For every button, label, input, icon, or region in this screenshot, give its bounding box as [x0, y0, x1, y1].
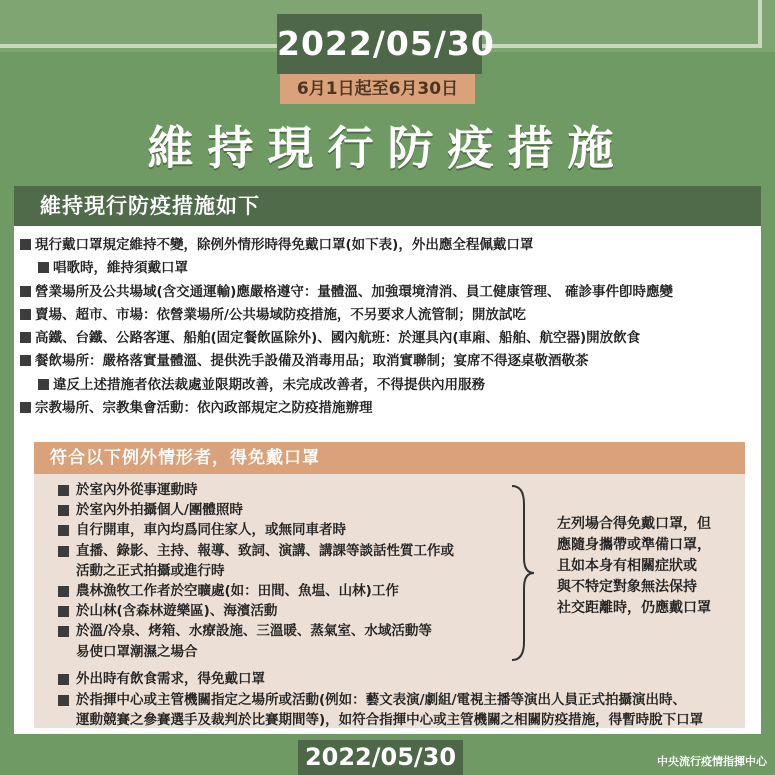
exception-item-continued [58, 561, 508, 581]
square-bullet-icon [58, 525, 69, 536]
exception-text: 直播、錄影、主持、報導、致詞、演講、講課等談話性質工作或 [76, 542, 454, 559]
exception-item-continued [58, 642, 508, 662]
exceptions-heading: 符合以下例外情形者，得免戴口罩 [34, 442, 745, 474]
brace-icon [508, 484, 538, 662]
measure-item [20, 327, 755, 350]
exception-text: 自行開車，車內均爲同住家人，或無同車者時 [76, 522, 346, 539]
measure-item [20, 304, 755, 327]
page-title: 維持現行防疫措施 [147, 121, 628, 175]
measure-text: 高鐵、台鐵、公路客運、船舶(固定餐飲區除外)、國內航班：於運具內(車廂、船舶、航空器)開放飲食 [35, 330, 641, 347]
exception-item [58, 520, 508, 540]
exception-item [58, 480, 508, 500]
square-bullet-icon [58, 626, 69, 637]
square-bullet-icon [58, 606, 69, 617]
exception-item [58, 500, 508, 520]
measure-item [20, 374, 755, 397]
square-bullet-icon [20, 355, 31, 366]
square-bullet-icon [58, 546, 69, 557]
measure-text: 營業場所及公共場域(含交通運輸)應嚴格遵守：量體溫、加強環境清消、員工健康管理、 確診事件卽時應變 [35, 283, 674, 300]
measure-item [20, 281, 755, 304]
exception-text: 活動之正式拍攝或進行時 [76, 562, 225, 579]
extra-exceptions-list [58, 669, 748, 731]
square-bullet-icon [20, 402, 31, 413]
measure-text: 唱歌時，維持須戴口罩 [53, 260, 188, 277]
measure-text: 賣場、超市、市場：依營業場所/公共場域防疫措施，不另要求人流管制；開放試吃 [35, 306, 526, 323]
measure-item [20, 397, 755, 420]
measure-text: 違反上述措施者依法裁處並限期改善，未完成改善者，不得提供內用服務 [53, 376, 485, 393]
exception-text: 於山林(含森林遊樂區)、海濱活動 [76, 603, 278, 620]
note-line: 左列場合得免戴口罩，但 [557, 516, 711, 532]
square-bullet-icon [58, 674, 69, 685]
measure-text: 現行戴口罩規定維持不變，除例外情形時得免戴口罩(如下表)，外出應全程佩戴口罩 [35, 237, 534, 253]
measures-heading: 維持現行防疫措施如下 [14, 186, 761, 226]
square-bullet-icon [20, 286, 31, 297]
exception-text: 於指揮中心或主管機關指定之場所或活動(例如：藝文表演/劇組/電視主播等演出人員正式拍攝演出時、 [76, 691, 687, 708]
measures-list [20, 234, 755, 420]
footer-date: 2022/05/30 [298, 740, 463, 775]
period-badge: 6月1日起至6月30日 [280, 74, 475, 104]
exception-item [58, 690, 748, 711]
square-bullet-icon [58, 695, 69, 706]
exception-text: 農林漁牧工作者於空曠處(如：田間、魚塭、山林)工作 [76, 583, 399, 600]
exception-item [58, 581, 508, 601]
square-bullet-icon [58, 485, 69, 496]
exception-text: 於室內外拍攝個人/團體照時 [76, 502, 243, 519]
measure-item [20, 350, 755, 373]
square-bullet-icon [20, 309, 31, 320]
square-bullet-icon [20, 239, 31, 250]
exceptions-list [58, 480, 508, 662]
exception-text: 易使口罩潮濕之場合 [76, 643, 198, 660]
measure-text: 宗教場所、宗教集會活動：依內政部規定之防疫措施辦理 [35, 400, 373, 417]
note-line: 與不特定對象無法保持 [557, 579, 697, 595]
measure-item [20, 234, 755, 257]
square-bullet-icon [58, 505, 69, 516]
exception-text: 運動競賽之參賽選手及裁判於比賽期間等)，如符合指揮中心或主管機關之相關防疫措施，得暫時脫下口罩 [76, 712, 704, 728]
exception-text: 外出時有飲食需求，得免戴口罩 [76, 671, 265, 687]
square-bullet-icon [38, 262, 49, 273]
measure-item [20, 257, 755, 280]
exception-item [58, 621, 508, 641]
exception-item [58, 541, 508, 561]
note-line: 社交距離時，仍應戴口罩 [557, 600, 711, 616]
exception-item [58, 601, 508, 621]
exception-text: 於室內外從事運動時 [76, 482, 198, 498]
square-bullet-icon [58, 586, 69, 597]
exception-text: 於溫/冷泉、烤箱、水療設施、三溫暖、蒸氣室、水域活動等 [76, 623, 432, 640]
note-line: 應隨身攜帶或準備口罩， [557, 537, 711, 553]
note-line: 且如本身有相關症狀或 [557, 558, 697, 574]
exception-item-continued [58, 710, 748, 731]
exceptions-note [543, 514, 733, 619]
measure-text: 餐飲場所：嚴格落實量體溫、提供洗手設備及消毒用品；取消實聯制；宴席不得逐桌敬酒敬茶 [35, 353, 589, 370]
exceptions-box [34, 442, 745, 728]
exception-item [58, 669, 748, 690]
square-bullet-icon [38, 379, 49, 390]
measures-card [14, 186, 761, 734]
footer-org: 中央流行疫情指揮中心 [657, 755, 767, 768]
square-bullet-icon [20, 332, 31, 343]
header-date: 2022/05/30 [277, 14, 482, 74]
